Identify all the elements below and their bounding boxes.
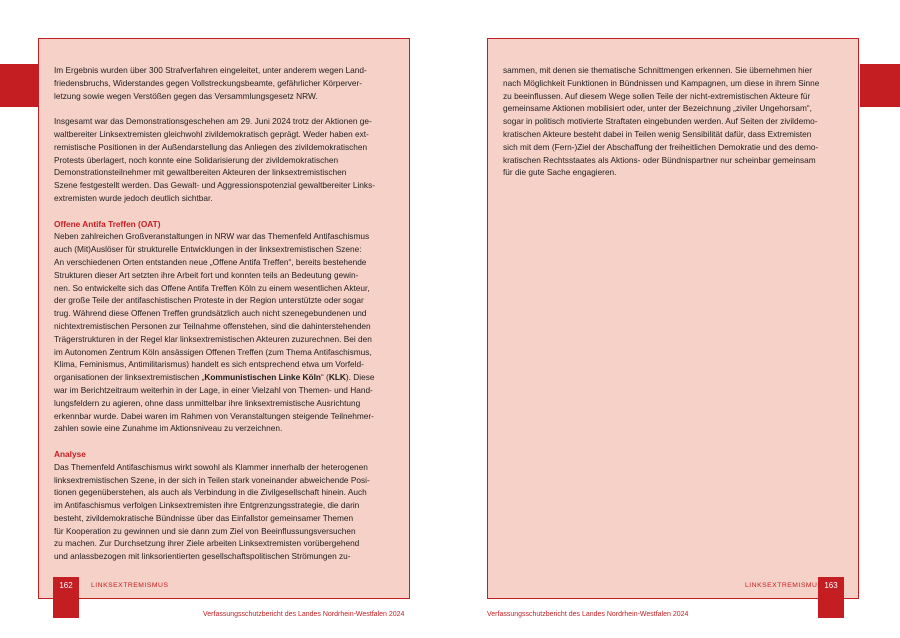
left-page-content bbox=[54, 64, 399, 576]
text-line: waltbereiter Linksextremisten gleichwohl zivildemokratisch geprägt. Weder haben ext- bbox=[54, 128, 369, 139]
text-line: gemeinsame Aktionen mobilisiert oder, unter der Bezeichnung „ziviler Ungehorsam“, bbox=[503, 103, 812, 114]
text-line: zu beeinflussen. Auf diesem Wege sollen Teile der nicht-extremistischen Akteure für bbox=[503, 90, 811, 101]
text-line bbox=[54, 371, 399, 384]
text-line: Das Themenfeld Antifaschismus wirkt sowohl als Klammer innerhalb der heterogenen bbox=[54, 461, 368, 472]
section-label-right: LINKSEXTREMISMUS bbox=[745, 582, 823, 589]
footer-right: Verfassungsschutzbericht des Landes Nordrhein-Westfalen 2024 bbox=[487, 611, 689, 618]
text-line: war im Berichtzeitraum weiterhin in der Lage, in einer Vielzahl von Themen- und Hand- bbox=[54, 384, 373, 395]
heading-offene-antifa-treffen: Offene Antifa Treffen (OAT) bbox=[54, 218, 161, 229]
text-line: Protests überlagert, noch konnte eine Solidarisierung der zivildemokratischen bbox=[54, 154, 339, 165]
text-fragment: ). Diese bbox=[345, 372, 375, 383]
text-line: kratischen Akteure besteht dabei in Teilen wenig Sensibilität dafür, dass Extremisten bbox=[503, 128, 812, 139]
paragraph-1 bbox=[54, 64, 399, 102]
text-line: nen. So entwickelte sich das Offene Antifa Treffen Köln zu einem wesentlichen Akteur, bbox=[54, 282, 370, 293]
text-line: für die gute Sache engagieren. bbox=[503, 167, 617, 178]
klk-name: Kommunistischen Linke Köln bbox=[204, 372, 321, 383]
page-number-left: 162 bbox=[53, 577, 79, 618]
text-line: extremisten wurde jedoch deutlich sichtbar. bbox=[54, 192, 213, 203]
klk-abbreviation: KLK bbox=[328, 372, 346, 383]
text-line: trug. Während diese Offenen Treffen grundsätzlich auch nicht szenegebundenen und bbox=[54, 308, 367, 319]
right-edge-tab bbox=[860, 64, 900, 107]
text-line: zu machen. Zur Durchsetzung ihrer Ziele arbeiten Linksextremisten vorübergehend bbox=[54, 538, 360, 549]
text-line: sogar in politisch motivierte Straftaten eingebunden werden. Auf Seiten der zivildemo- bbox=[503, 116, 818, 127]
text-line: nichtextremistischen Personen zur Teilnahme offenstehen, sind die dahinterstehenden bbox=[54, 320, 371, 331]
text-line: sammen, mit denen sie thematische Schnittmengen erkennen. Sie übernehmen hier bbox=[503, 65, 813, 75]
text-line: linksextremistischen Szene, in der sich in Teilen stark voneinander abweichende Posi- bbox=[54, 474, 370, 485]
left-edge-tab bbox=[0, 64, 38, 107]
text-line: im Autonomen Zentrum Köln ansässigen Offenen Treffen (zum Thema Antifaschismus, bbox=[54, 346, 372, 357]
paragraph-analyse bbox=[54, 461, 399, 563]
page-number-right: 163 bbox=[818, 577, 844, 618]
text-line: besteht, zivildemokratische Bündnisse über das Einfallstor gemeinsamer Themen bbox=[54, 512, 354, 523]
right-page-content bbox=[503, 64, 848, 192]
text-line: auch (Mit)Auslöser für strukturelle Entwicklungen in der linksextremistischen Szene: bbox=[54, 244, 362, 255]
text-line: sich mit dem (Fern-)Ziel der Abschaffung der freiheitlichen Demokratie und des demo- bbox=[503, 141, 819, 152]
text-line: der große Teile der antifaschistischen Proteste in der Region unterstützte oder sogar bbox=[54, 295, 364, 306]
paragraph-oat bbox=[54, 230, 399, 435]
text-line: friedensbruchs, Widerstandes gegen Vollstreckungsbeamte, gefährlicher Körperver- bbox=[54, 77, 363, 88]
text-line: nach Möglichkeit Funktionen in Bündnissen und Kampagnen, um diese in ihrem Sinne bbox=[503, 77, 820, 88]
left-page bbox=[38, 38, 410, 599]
text-line: Klima, Feminismus, Antimilitarismus) handelt es sich entsprechend etwa um Vorfeld- bbox=[54, 359, 364, 370]
text-line: Trägerstrukturen in der Regel klar linksextremistischen Akteuren zuzurechnen. Bei den bbox=[54, 333, 372, 344]
text-line: und anlassbezogen mit linksorientierten gesellschaftspolitischen Strömungen zu- bbox=[54, 551, 351, 562]
paragraph-continuation bbox=[503, 64, 848, 179]
paragraph-2 bbox=[54, 115, 399, 205]
text-line: lungsfeldern zu agieren, ohne dass unmittelbar ihre linksextremistische Ausrichtung bbox=[54, 397, 361, 408]
text-line: Demonstrationsteilnehmer mit gewaltbereiten Akteuren der linksextremistischen bbox=[54, 167, 347, 178]
section-label-left: LINKSEXTREMISMUS bbox=[91, 582, 169, 589]
text-line: Neben zahlreichen Großveranstaltungen in NRW war das Themenfeld Antifaschismus bbox=[54, 231, 370, 242]
text-line: für Kooperation zu gewinnen und sie dann zum Ziel von Beeinflussungsversuchen bbox=[54, 525, 356, 536]
text-line: im Antifaschismus verfolgen Linksextremisten ihre Entgrenzungsstrategie, die darin bbox=[54, 500, 360, 511]
heading-analyse: Analyse bbox=[54, 448, 86, 459]
text-line: Insgesamt war das Demonstrationsgeschehen am 29. Juni 2024 trotz der Aktionen ge- bbox=[54, 116, 372, 127]
text-fragment: organisationen der linksextremistischen „ bbox=[54, 372, 205, 383]
text-line: remistische Positionen in der Außendarstellung das Anliegen des zivildemokratischen bbox=[54, 141, 368, 152]
text-fragment: “ ( bbox=[320, 372, 329, 383]
right-page bbox=[487, 38, 859, 599]
text-line: erkennbar wurde. Dabei waren im Rahmen von Veranstaltungen steigende Teilnehmer- bbox=[54, 410, 374, 421]
text-line: tionen gegenüberstehen, als auch als Verbindung in die Zivilgesellschaft hinein. Auch bbox=[54, 487, 367, 498]
text-line: An verschiedenen Orten entstanden neue „Offene Antifa Treffen“, bereits bestehende bbox=[54, 256, 367, 267]
text-line: Strukturen dieser Art setzten ihre Arbeit fort und konnten teils an Bedeutung gewin- bbox=[54, 269, 359, 280]
footer-left: Verfassungsschutzbericht des Landes Nordrhein-Westfalen 2024 bbox=[203, 611, 405, 618]
text-line: letzung sowie wegen Verstößen gegen das Versammlungsgesetz NRW. bbox=[54, 90, 318, 101]
text-line: Im Ergebnis wurden über 300 Strafverfahren eingeleitet, unter anderem wegen Land- bbox=[54, 65, 367, 75]
text-line: kratischen Rechtsstaates als Aktions- oder Bündnispartner nur scheinbar gemeinsam bbox=[503, 154, 816, 165]
text-line: zahlen sowie eine Zunahme im Aktionsniveau zu verzeichnen. bbox=[54, 423, 283, 434]
text-line: Szene festgestellt werden. Das Gewalt- und Aggressionspotenzial gewaltbereiter Links- bbox=[54, 180, 375, 191]
